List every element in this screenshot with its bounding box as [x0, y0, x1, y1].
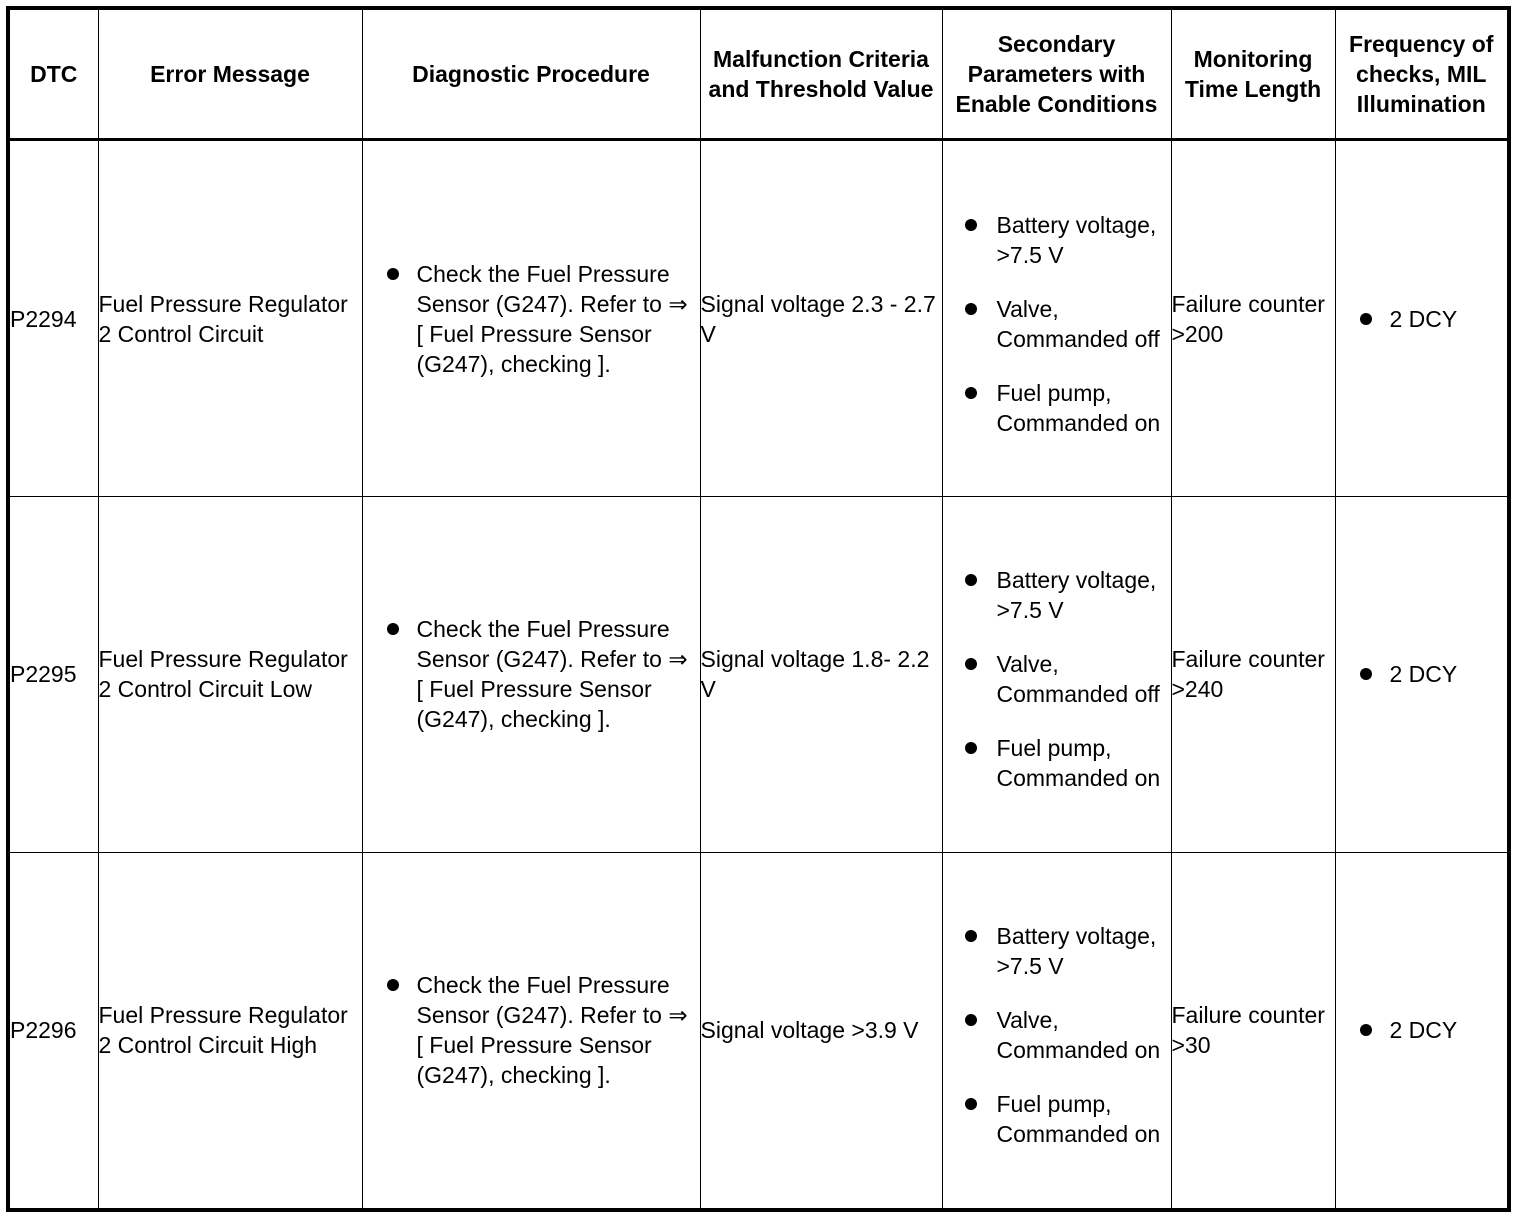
malfunction-criteria: Signal voltage >3.9 V: [700, 852, 942, 1210]
procedure-item: Check the Fuel Pressure Sensor (G247). Refer to ⇒ [ Fuel Pressure Sensor (G247), checking ].: [363, 970, 700, 1090]
error-message: Fuel Pressure Regulator 2 Control Circuit High: [98, 852, 362, 1210]
dtc-code: P2295: [8, 497, 98, 853]
secondary-parameters: [942, 852, 1171, 1210]
header-frequency: Frequency of checks, MIL Illumination: [1335, 8, 1509, 140]
monitoring-time: Failure counter >240: [1171, 497, 1335, 853]
frequency-item: 2 DCY: [1336, 304, 1508, 334]
frequency-item: 2 DCY: [1336, 1015, 1508, 1045]
secondary-item: Battery voltage, >7.5 V: [943, 210, 1171, 270]
dtc-table: [6, 6, 1511, 1212]
header-error-message: Error Message: [98, 8, 362, 140]
malfunction-criteria: Signal voltage 1.8- 2.2 V: [700, 497, 942, 853]
secondary-item: Battery voltage, >7.5 V: [943, 565, 1171, 625]
procedure-item: Check the Fuel Pressure Sensor (G247). Refer to ⇒ [ Fuel Pressure Sensor (G247), checking ].: [363, 259, 700, 379]
error-message: Fuel Pressure Regulator 2 Control Circuit: [98, 140, 362, 497]
dtc-code: P2296: [8, 852, 98, 1210]
header-monitoring-time: Monitoring Time Length: [1171, 8, 1335, 140]
secondary-item: Fuel pump, Commanded on: [943, 378, 1171, 438]
frequency-cell: [1335, 497, 1509, 853]
header-diagnostic-procedure: Diagnostic Procedure: [362, 8, 700, 140]
secondary-item: Battery voltage, >7.5 V: [943, 921, 1171, 981]
procedure-item: Check the Fuel Pressure Sensor (G247). Refer to ⇒ [ Fuel Pressure Sensor (G247), checking ].: [363, 614, 700, 734]
header-dtc: DTC: [8, 8, 98, 140]
table-row: [8, 140, 1509, 497]
monitoring-time: Failure counter >30: [1171, 852, 1335, 1210]
table-row: [8, 497, 1509, 853]
frequency-cell: [1335, 140, 1509, 497]
diagnostic-procedure: [362, 140, 700, 497]
table-row: [8, 852, 1509, 1210]
header-row: [8, 8, 1509, 140]
frequency-item: 2 DCY: [1336, 659, 1508, 689]
secondary-item: Fuel pump, Commanded on: [943, 1089, 1171, 1149]
header-secondary-parameters: Secondary Parameters with Enable Conditions: [942, 8, 1171, 140]
frequency-cell: [1335, 852, 1509, 1210]
secondary-item: Valve, Commanded on: [943, 1005, 1171, 1065]
error-message: Fuel Pressure Regulator 2 Control Circuit Low: [98, 497, 362, 853]
dtc-code: P2294: [8, 140, 98, 497]
secondary-item: Valve, Commanded off: [943, 294, 1171, 354]
secondary-parameters: [942, 497, 1171, 853]
diagnostic-procedure: [362, 852, 700, 1210]
monitoring-time: Failure counter >200: [1171, 140, 1335, 497]
secondary-item: Valve, Commanded off: [943, 649, 1171, 709]
diagnostic-procedure: [362, 497, 700, 853]
secondary-item: Fuel pump, Commanded on: [943, 733, 1171, 793]
secondary-parameters: [942, 140, 1171, 497]
header-malfunction-criteria: Malfunction Criteria and Threshold Value: [700, 8, 942, 140]
malfunction-criteria: Signal voltage 2.3 - 2.7 V: [700, 140, 942, 497]
